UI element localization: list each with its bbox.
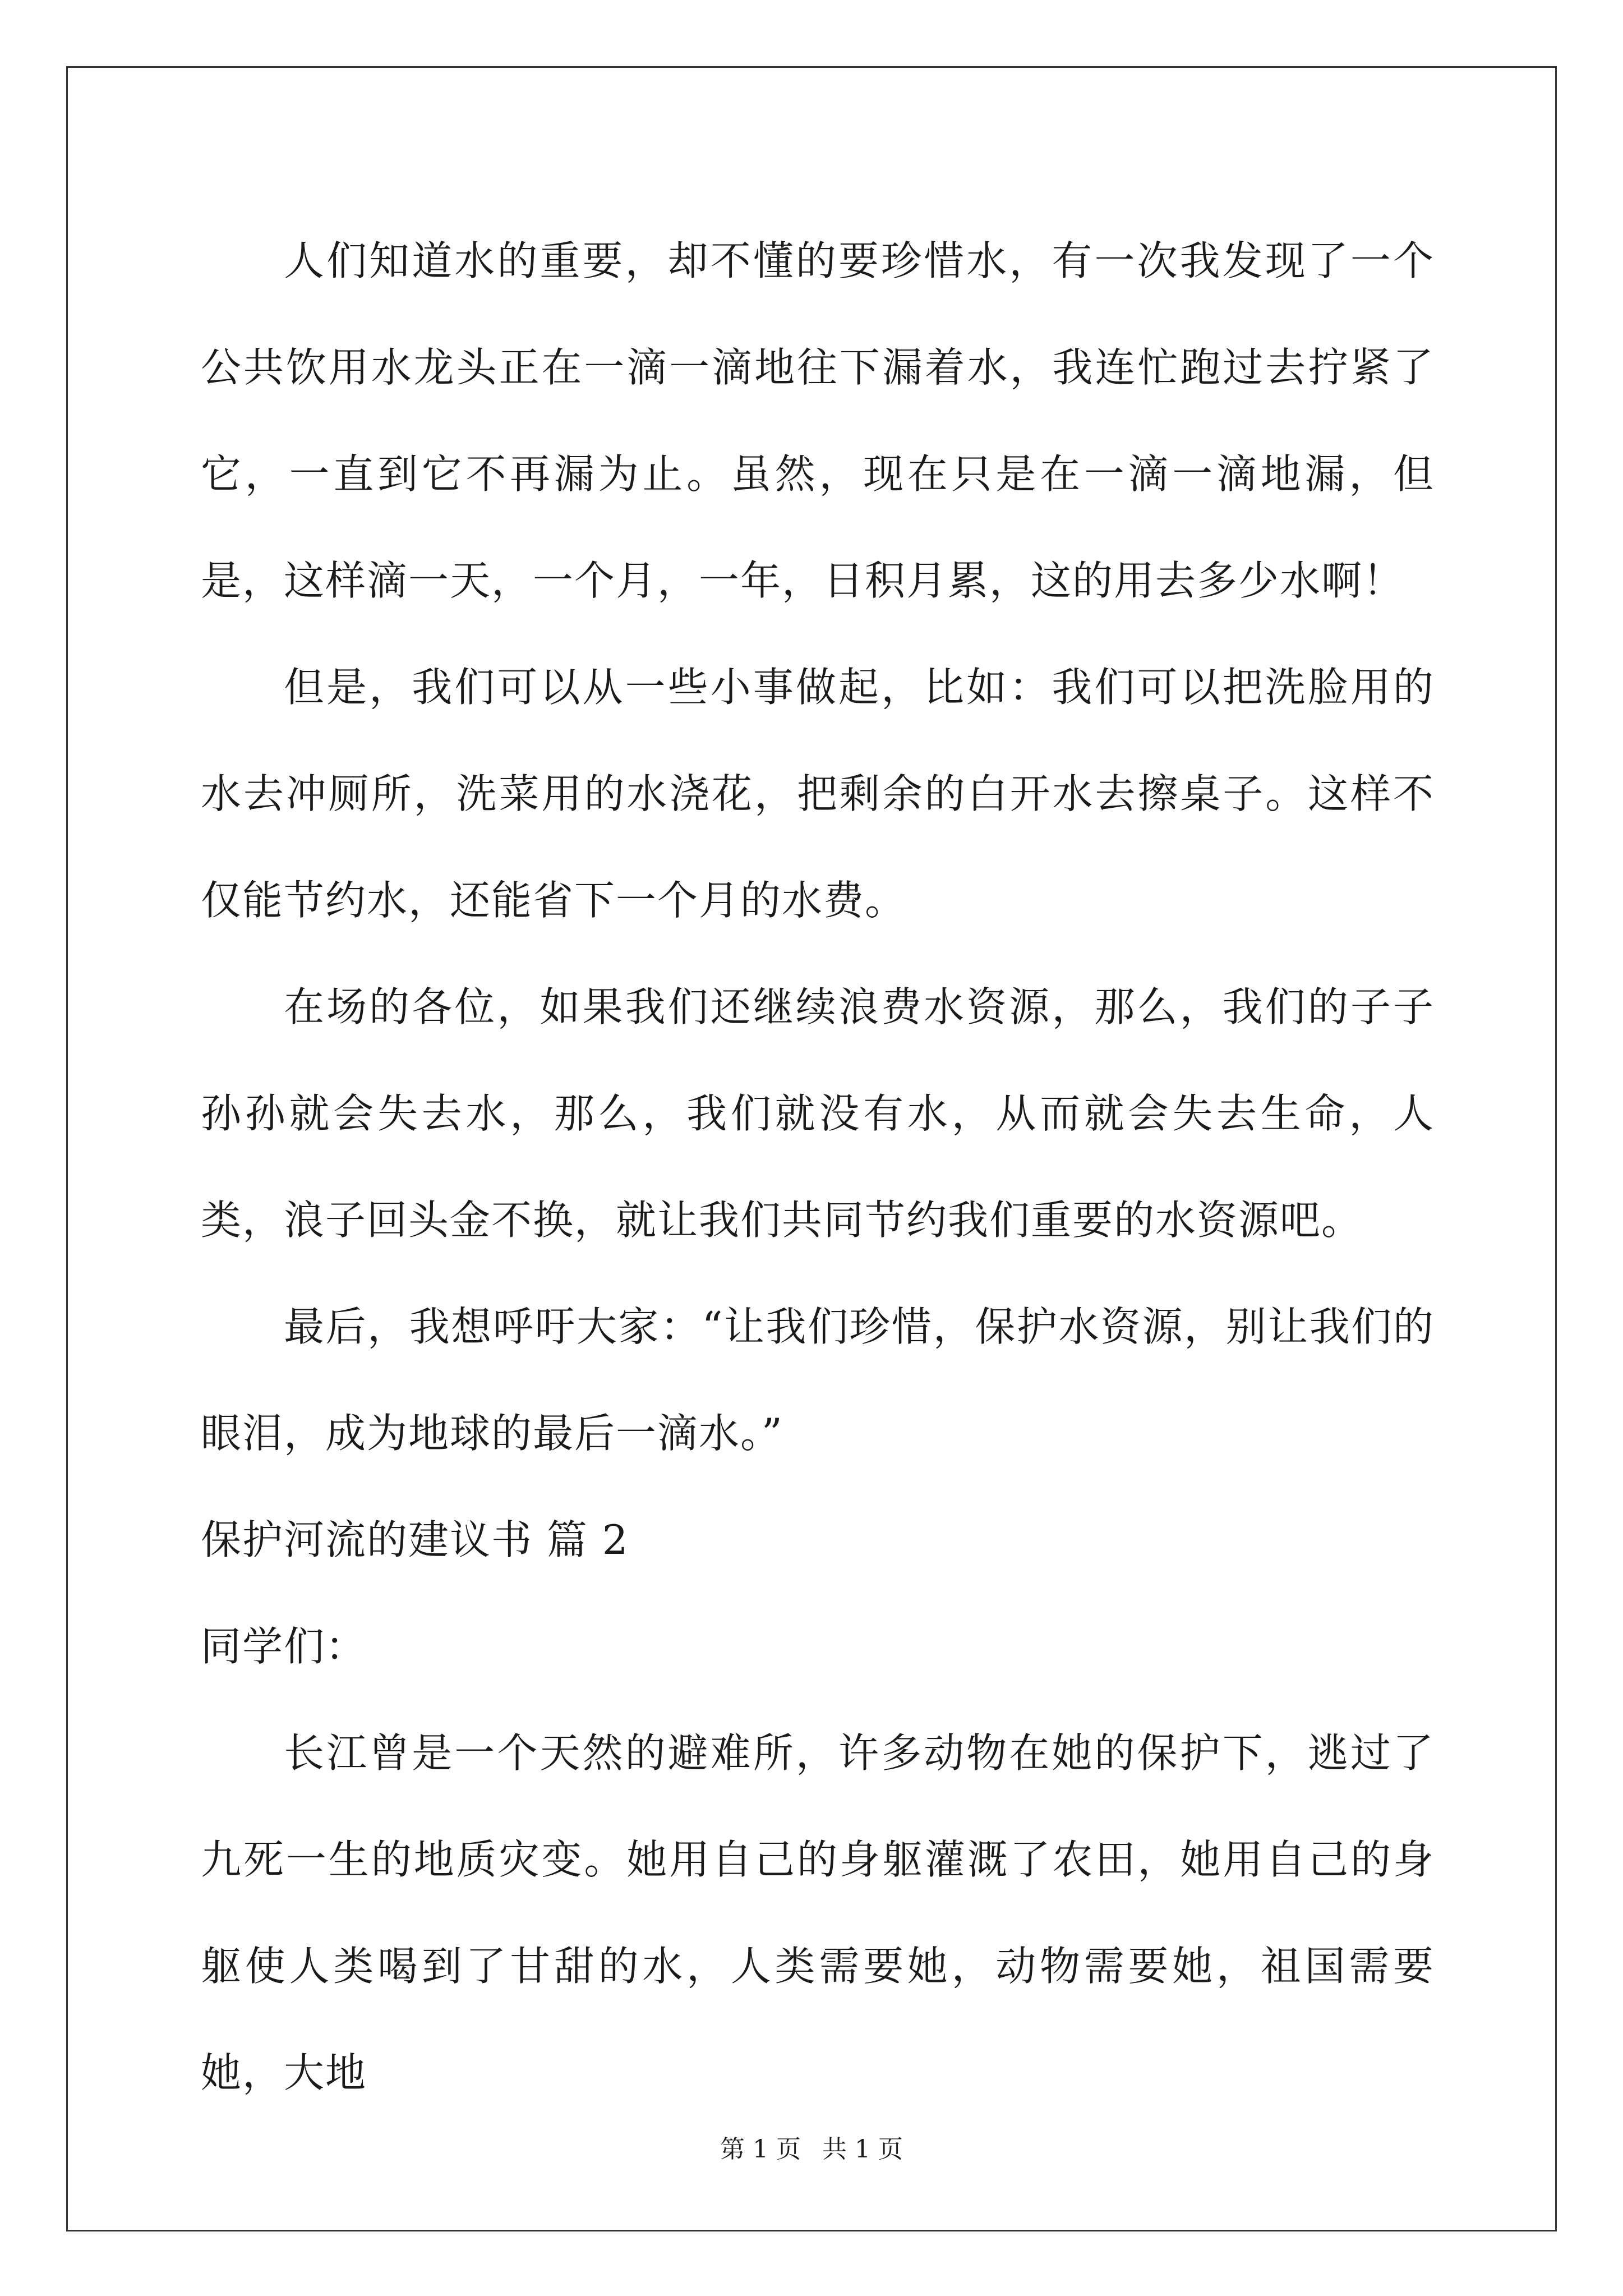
page-total: 共 1 页 <box>822 2135 903 2164</box>
paragraph: 人们知道水的重要，却不懂的要珍惜水，有一次我发现了一个公共饮用水龙头正在一滴一滴地往下漏着水，我连忙跑过去拧紧了它，一直到它不再漏为止。虽然，现在只是在一滴一滴地漏，但是，这样滴一天，一个月，一年，日积月累，这的用去多少水啊！ <box>201 237 1435 604</box>
paragraph: 在场的各位，如果我们还继续浪费水资源，那么，我们的子子孙孙就会失去水，那么，我们就没有水，从而就会失去生命，人类，浪子回头金不换，就让我们共同节约我们重要的水资源吧。 <box>201 983 1435 1244</box>
page-number: 第 1 页 <box>720 2135 801 2164</box>
salutation: 同学们： <box>201 1623 367 1670</box>
page-footer <box>0 2129 1623 2165</box>
paragraph: 但是，我们可以从一些小事做起，比如：我们可以把洗脸用的水去冲厕所，洗菜用的水浇花，把剩余的白开水去擦桌子。这样不仅能节约水，还能省下一个月的水费。 <box>201 664 1435 924</box>
paragraph: 长江曾是一个天然的避难所，许多动物在她的保护下，逃过了九死一生的地质灾变。她用自己的身躯灌溉了农田，她用自己的身躯使人类喝到了甘甜的水，人类需要她，动物需要她，祖国需要她，大地 <box>201 1729 1435 2096</box>
paragraph: 最后，我想呼吁大家：“让我们珍惜，保护水资源，别让我们的眼泪，成为地球的最后一滴水。” <box>201 1303 1435 1457</box>
section-title: 保护河流的建议书 篇 2 <box>201 1516 629 1563</box>
document-body <box>201 208 1435 2126</box>
